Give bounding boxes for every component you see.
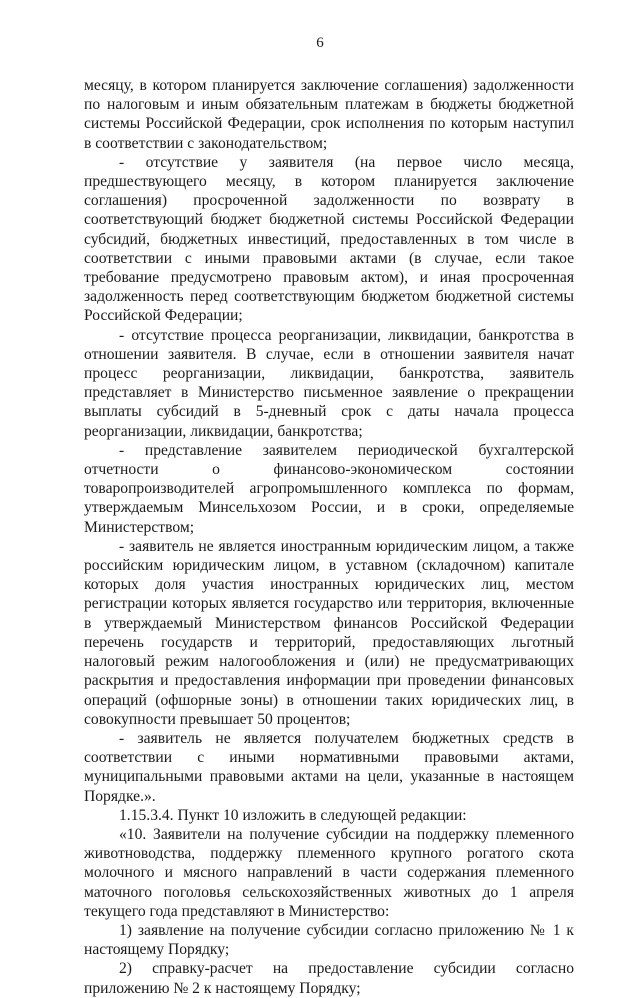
paragraph-item-2: 2) справку-расчет на предоставление субсидии согласно приложению № 2 к настоящему Порядку; — [84, 960, 574, 997]
paragraph-not-foreign: - заявитель не является иностранным юридическим лицом, а также российским юридическим лицом, в уставном (складочном) капитале которых доля участия иностранных юридических лиц, местом регистрации которых является государство или территория, включенные в утверждаемый Министерством финансов Российской Федерации перечень государств и территорий, предоставляющих льготный налоговый режим налогообложения и (или) не предусматривающих раскрытия и предоставления информации при проведении финансовых операций (офшорные зоны) в отношении таких юридических лиц, в совокупности превышает 50 процентов; — [84, 537, 574, 728]
paragraph-not-recipient: - заявитель не является получателем бюджетных средств в соответствии с иными нормативными правовыми актами, муниципальными правовыми актами на цели, указанные в настоящем Порядке.». — [84, 729, 574, 805]
paragraph-continuation: месяцу, в котором планируется заключение соглашения) задолженности по налоговым и иным обязательным платежам в бюджеты бюджетной системы Российской Федерации, срок исполнения по которым наступил в соответствии с законодательством; — [84, 77, 574, 152]
paragraph-clause-10: «10. Заявители на получение субсидии на поддержку племенного животноводства, поддержку племенного крупного рогатого скота молочного и мясного направлений в части содержания племенного маточного поголовья сельскохозяйственных животных до 1 апреля текущего года представляют в Министерство: — [84, 825, 574, 920]
paragraph-no-reorganization: - отсутствие процесса реорганизации, ликвидации, банкротства в отношении заявителя. В случае, если в отношении заявителя начат процесс реорганизации, ликвидации, банкротства, заявитель представляет в Министерство письменное заявление о прекращении выплаты субсидий в 5-дневный срок с даты начала процесса реорганизации, ликвидации, банкротства; — [84, 326, 574, 440]
paragraph-clause-1-15-3-4: 1.15.3.4. Пункт 10 изложить в следующей редакции: — [119, 806, 467, 824]
document-body — [84, 76, 574, 998]
paragraph-item-1: 1) заявление на получение субсидии согласно приложению № 1 к настоящему Порядку; — [84, 921, 574, 959]
page-number: 6 — [316, 35, 324, 51]
paragraph-overdue-debt: - отсутствие у заявителя (на первое число месяца, предшествующего месяцу, в котором планируется заключение соглашения) просроченной задолженности по возврату в соответствующий бюджет бюджетной системы Российской Федерации субсидий, бюджетных инвестиций, предоставленных в том числе в соответствии с иными правовыми актами (в случае, если такое требование предусмотрено правовым актом), и иная просроченная задолженность перед соответствующим бюджетом бюджетной системы Российской Федерации; — [84, 153, 574, 325]
paragraph-reporting: - представление заявителем периодической бухгалтерской отчетности о финансово-экономическом состоянии товаропроизводителей агропромышленного комплекса по формам, утверждаемым Минсельхозом России, и в сроки, определяемые Министерством; — [84, 441, 574, 536]
